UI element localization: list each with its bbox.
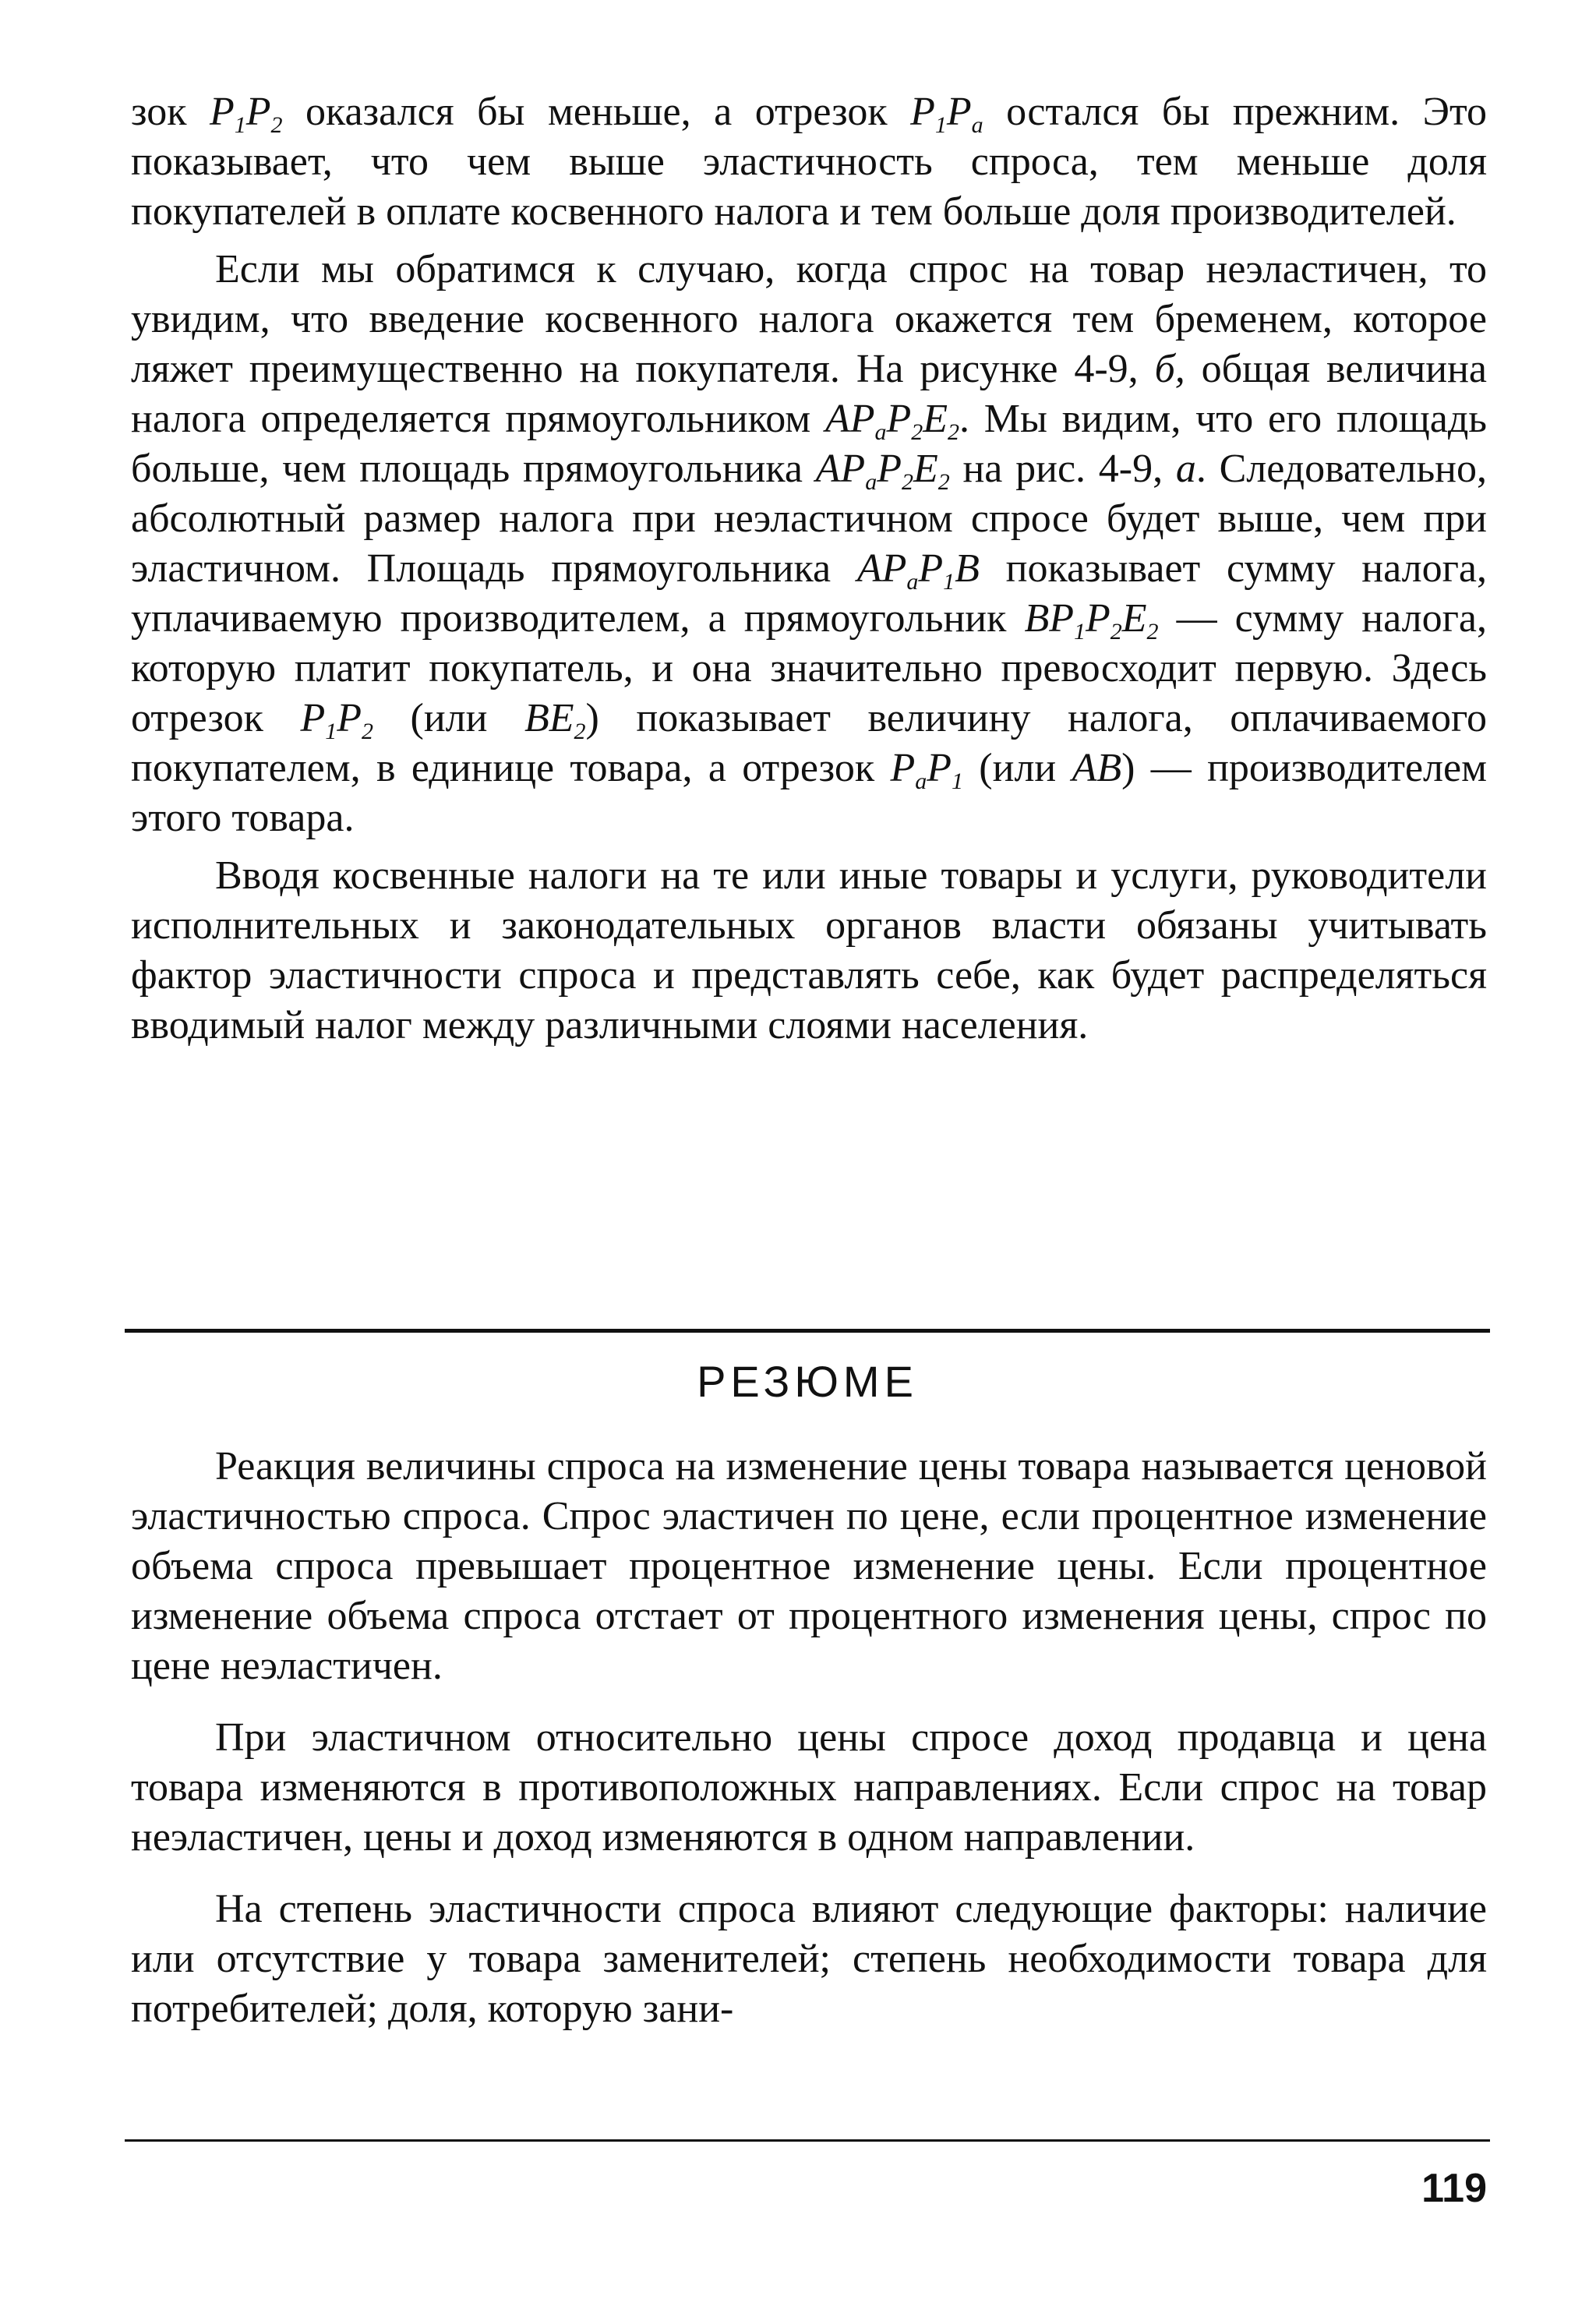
paragraph-indirect-taxes: Вводя косвенные налоги на те или иные товары и услуги, руководители исполнительных и законодательных органов власти обязаны учитывать фактор эластичности спроса и представлять себе, как будет распределяться вводимый налог между различными слоями населения. [131,853,1487,1047]
summary-paragraph-3: На степень эластичности спроса влияют следующие факторы: наличие или отсутствие у товара заменителей; степень необходимости товара для потребителей; доля, которую зани- [131,1887,1487,2031]
summary-section [131,1442,1487,2034]
paragraph-continuation: зок $P_1P_2$ оказался бы меньше, а отрезок $P_1P_a$ остался бы прежним. Это показывает, что чем выше эластичность спроса, тем меньше доля покупателей в оплате косвенного налога и тем больше доля производителей. [131,90,1487,234]
section-divider-top [125,1329,1490,1333]
summary-paragraph-2: При эластичном относительно цены спросе доход продавца и цена товара изменяются в противоположных направлениях. Если спрос на товар неэластичен, цены и доход изменяются в одном направлении. [131,1715,1487,1860]
footer-divider [125,2139,1490,2142]
paragraph-inelastic-demand: Если мы обратимся к случаю, когда спрос на товар неэластичен, то увидим, что введение косвенного налога окажется тем бременем, которое ляжет преимущественно на покупателя. На рисунке 4-9, б, общая величина налога определяется прямоугольником $AP_aP_2E_2$. Мы видим, что его площадь больше, чем площадь прямоугольника $AP_aP_2E_2$ на рис. 4-9, а. Следовательно, абсолютный размер налога при неэластичном спросе будет выше, чем при эластичном. Площадь прямоугольника $AP_aP_1B$ показывает сумму налога, уплачиваемую производителем, а прямоугольник $BP_1P_2E_2$ — сумму налога, которую платит покупатель, и она значительно превосходит первую. Здесь отрезок $P_1P_2$ (или $BE_2$) показывает величину налога, оплачиваемого покупателем, в единице товара, а отрезок $P_aP_1$ (или AB) — производителем этого товара. [131,247,1487,840]
summary-paragraph-1: Реакция величины спроса на изменение цены товара называется ценовой эластичностью спроса. Спрос эластичен по цене, если процентное изменение объема спроса превышает процентное изменение цены. Если процентное изменение объема спроса отстает от процентного изменения цены, спрос по цене неэластичен. [131,1444,1487,1688]
page-number: 119 [1421,2166,1487,2211]
summary-heading: РЕЗЮМЕ [697,1357,918,1406]
main-text [131,87,1487,1051]
